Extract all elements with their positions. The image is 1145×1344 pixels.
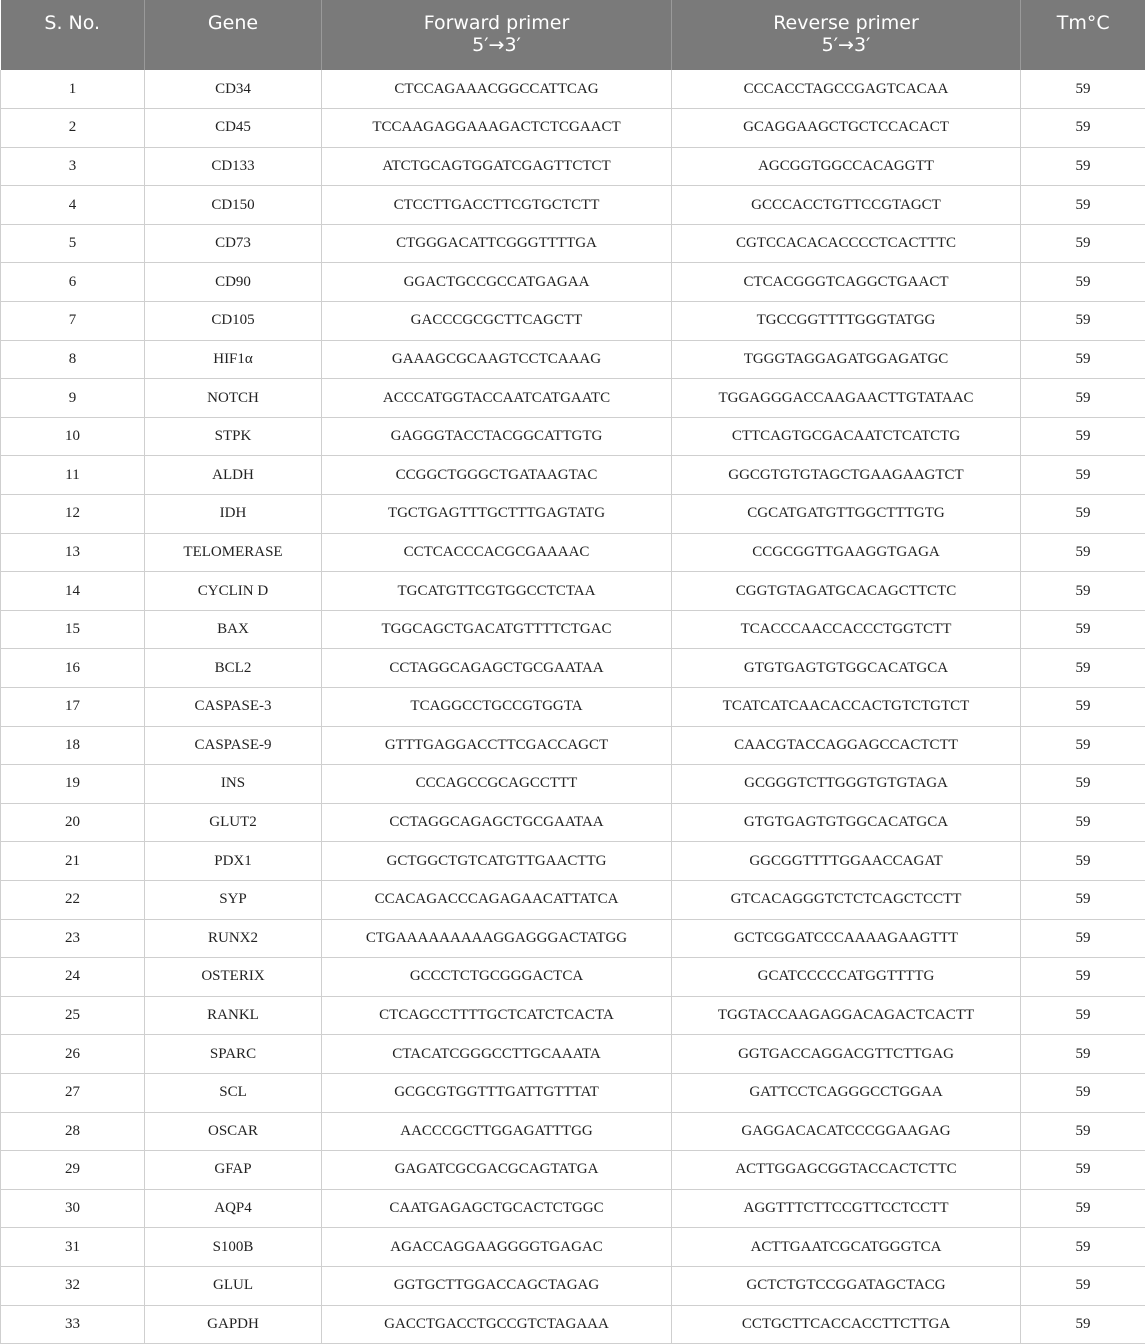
cell-tm: 59	[1021, 842, 1145, 881]
cell-reverse-primer: GCTCTGTCCGGATAGCTACG	[672, 1266, 1021, 1305]
cell-forward-primer: AACCCGCTTGGAGATTTGG	[322, 1112, 672, 1151]
cell-gene: RUNX2	[145, 919, 322, 958]
cell-forward-primer: CTGAAAAAAAAAGGAGGGACTATGG	[322, 919, 672, 958]
cell-reverse-primer: GCTCGGATCCCAAAAGAAGTTT	[672, 919, 1021, 958]
cell-tm: 59	[1021, 1151, 1145, 1190]
cell-gene: CD73	[145, 224, 322, 263]
table-row	[1, 186, 1145, 225]
table-row	[1, 726, 1145, 765]
cell-gene: BCL2	[145, 649, 322, 688]
cell-sno: 1	[1, 70, 145, 109]
cell-sno: 32	[1, 1266, 145, 1305]
cell-forward-primer: GCGCGTGGTTTGATTGTTTAT	[322, 1073, 672, 1112]
cell-gene: CYCLIN D	[145, 572, 322, 611]
table-row	[1, 610, 1145, 649]
cell-tm: 59	[1021, 417, 1145, 456]
col-header-reverse	[672, 0, 1021, 70]
cell-tm: 59	[1021, 456, 1145, 495]
cell-tm: 59	[1021, 1189, 1145, 1228]
cell-tm: 59	[1021, 1266, 1145, 1305]
cell-forward-primer: GCCCTCTGCGGGACTCA	[322, 958, 672, 997]
header-row	[1, 0, 1145, 70]
cell-reverse-primer: CCGCGGTTGAAGGTGAGA	[672, 533, 1021, 572]
cell-gene: S100B	[145, 1228, 322, 1267]
cell-gene: PDX1	[145, 842, 322, 881]
cell-tm: 59	[1021, 1228, 1145, 1267]
table-body	[1, 70, 1145, 1344]
cell-reverse-primer: GGCGTGTGTAGCTGAAGAAGTCT	[672, 456, 1021, 495]
cell-forward-primer: CTCCTTGACCTTCGTGCTCTT	[322, 186, 672, 225]
table-row	[1, 688, 1145, 727]
cell-gene: NOTCH	[145, 379, 322, 418]
cell-reverse-primer: TGGGTAGGAGATGGAGATGC	[672, 340, 1021, 379]
table-row	[1, 880, 1145, 919]
cell-tm: 59	[1021, 186, 1145, 225]
reverse-title: Reverse primer	[676, 12, 1016, 34]
table-row	[1, 533, 1145, 572]
cell-sno: 28	[1, 1112, 145, 1151]
cell-reverse-primer: GATTCCTCAGGGCCTGGAA	[672, 1073, 1021, 1112]
cell-sno: 15	[1, 610, 145, 649]
cell-forward-primer: GCTGGCTGTCATGTTGAACTTG	[322, 842, 672, 881]
cell-sno: 23	[1, 919, 145, 958]
cell-tm: 59	[1021, 224, 1145, 263]
cell-sno: 12	[1, 495, 145, 534]
cell-tm: 59	[1021, 379, 1145, 418]
cell-tm: 59	[1021, 109, 1145, 148]
cell-tm: 59	[1021, 919, 1145, 958]
cell-tm: 59	[1021, 1035, 1145, 1074]
cell-sno: 5	[1, 224, 145, 263]
col-header-tm: Tm°C	[1021, 0, 1145, 70]
cell-tm: 59	[1021, 1305, 1145, 1344]
table-row	[1, 1151, 1145, 1190]
cell-reverse-primer: CTTCAGTGCGACAATCTCATCTG	[672, 417, 1021, 456]
cell-gene: CD105	[145, 302, 322, 341]
cell-tm: 59	[1021, 996, 1145, 1035]
cell-gene: GLUT2	[145, 803, 322, 842]
table-row	[1, 109, 1145, 148]
table-row	[1, 1266, 1145, 1305]
cell-forward-primer: CCTAGGCAGAGCTGCGAATAA	[322, 649, 672, 688]
cell-sno: 17	[1, 688, 145, 727]
cell-forward-primer: CTCAGCCTTTTGCTCATCTCACTA	[322, 996, 672, 1035]
cell-reverse-primer: GTGTGAGTGTGGCACATGCA	[672, 803, 1021, 842]
table-row	[1, 379, 1145, 418]
cell-gene: OSCAR	[145, 1112, 322, 1151]
cell-forward-primer: CCCAGCCGCAGCCTTT	[322, 765, 672, 804]
cell-gene: ALDH	[145, 456, 322, 495]
table-row	[1, 147, 1145, 186]
cell-tm: 59	[1021, 1112, 1145, 1151]
cell-gene: HIF1α	[145, 340, 322, 379]
table-row	[1, 958, 1145, 997]
cell-reverse-primer: ACTTGAATCGCATGGGTCA	[672, 1228, 1021, 1267]
cell-gene: BAX	[145, 610, 322, 649]
cell-forward-primer: GGACTGCCGCCATGAGAA	[322, 263, 672, 302]
cell-gene: CD150	[145, 186, 322, 225]
table-row	[1, 224, 1145, 263]
cell-reverse-primer: GAGGACACATCCCGGAAGAG	[672, 1112, 1021, 1151]
cell-tm: 59	[1021, 880, 1145, 919]
cell-reverse-primer: CGCATGATGTTGGCTTTGTG	[672, 495, 1021, 534]
table-row	[1, 803, 1145, 842]
cell-sno: 22	[1, 880, 145, 919]
cell-gene: AQP4	[145, 1189, 322, 1228]
cell-reverse-primer: GGTGACCAGGACGTTCTTGAG	[672, 1035, 1021, 1074]
cell-reverse-primer: TCACCCAACCACCCTGGTCTT	[672, 610, 1021, 649]
table-row	[1, 765, 1145, 804]
cell-gene: CD133	[145, 147, 322, 186]
cell-tm: 59	[1021, 1073, 1145, 1112]
cell-reverse-primer: TGGTACCAAGAGGACAGACTCACTT	[672, 996, 1021, 1035]
cell-sno: 30	[1, 1189, 145, 1228]
cell-forward-primer: GACCTGACCTGCCGTCTAGAAA	[322, 1305, 672, 1344]
cell-tm: 59	[1021, 495, 1145, 534]
cell-tm: 59	[1021, 649, 1145, 688]
cell-tm: 59	[1021, 340, 1145, 379]
cell-forward-primer: ACCCATGGTACCAATCATGAATC	[322, 379, 672, 418]
table-row	[1, 1112, 1145, 1151]
cell-forward-primer: GAGATCGCGACGCAGTATGA	[322, 1151, 672, 1190]
table-row	[1, 996, 1145, 1035]
cell-gene: CD34	[145, 70, 322, 109]
cell-gene: RANKL	[145, 996, 322, 1035]
cell-forward-primer: TGCTGAGTTTGCTTTGAGTATG	[322, 495, 672, 534]
cell-sno: 3	[1, 147, 145, 186]
cell-forward-primer: CCACAGACCCAGAGAACATTATCA	[322, 880, 672, 919]
cell-forward-primer: GGTGCTTGGACCAGCTAGAG	[322, 1266, 672, 1305]
cell-reverse-primer: CTCACGGGTCAGGCTGAACT	[672, 263, 1021, 302]
cell-sno: 20	[1, 803, 145, 842]
cell-reverse-primer: CCCACCTAGCCGAGTCACAA	[672, 70, 1021, 109]
cell-tm: 59	[1021, 572, 1145, 611]
cell-sno: 6	[1, 263, 145, 302]
cell-sno: 7	[1, 302, 145, 341]
cell-forward-primer: GAAAGCGCAAGTCCTCAAAG	[322, 340, 672, 379]
cell-tm: 59	[1021, 765, 1145, 804]
cell-reverse-primer: AGGTTTCTTCCGTTCCTCCTT	[672, 1189, 1021, 1228]
cell-forward-primer: CCGGCTGGGCTGATAAGTAC	[322, 456, 672, 495]
cell-sno: 24	[1, 958, 145, 997]
cell-tm: 59	[1021, 958, 1145, 997]
cell-reverse-primer: GCAGGAAGCTGCTCCACACT	[672, 109, 1021, 148]
table-row	[1, 572, 1145, 611]
table-row	[1, 842, 1145, 881]
cell-reverse-primer: GCCCACCTGTTCCGTAGCT	[672, 186, 1021, 225]
cell-gene: GAPDH	[145, 1305, 322, 1344]
cell-gene: SCL	[145, 1073, 322, 1112]
cell-tm: 59	[1021, 688, 1145, 727]
table-row	[1, 649, 1145, 688]
cell-gene: GFAP	[145, 1151, 322, 1190]
cell-sno: 31	[1, 1228, 145, 1267]
cell-reverse-primer: CGTCCACACACCCCTCACTTTC	[672, 224, 1021, 263]
cell-sno: 29	[1, 1151, 145, 1190]
cell-forward-primer: TGGCAGCTGACATGTTTTCTGAC	[322, 610, 672, 649]
cell-forward-primer: ATCTGCAGTGGATCGAGTTCTCT	[322, 147, 672, 186]
cell-reverse-primer: GTGTGAGTGTGGCACATGCA	[672, 649, 1021, 688]
cell-reverse-primer: GTCACAGGGTCTCTCAGCTCCTT	[672, 880, 1021, 919]
col-header-sno: S. No.	[1, 0, 145, 70]
cell-reverse-primer: ACTTGGAGCGGTACCACTCTTC	[672, 1151, 1021, 1190]
cell-sno: 27	[1, 1073, 145, 1112]
cell-sno: 14	[1, 572, 145, 611]
cell-tm: 59	[1021, 726, 1145, 765]
cell-tm: 59	[1021, 263, 1145, 302]
table-row	[1, 1073, 1145, 1112]
cell-gene: OSTERIX	[145, 958, 322, 997]
cell-gene: SPARC	[145, 1035, 322, 1074]
cell-gene: GLUL	[145, 1266, 322, 1305]
cell-gene: INS	[145, 765, 322, 804]
cell-sno: 8	[1, 340, 145, 379]
cell-sno: 19	[1, 765, 145, 804]
cell-reverse-primer: TGCCGGTTTTGGGTATGG	[672, 302, 1021, 341]
cell-tm: 59	[1021, 803, 1145, 842]
cell-sno: 11	[1, 456, 145, 495]
cell-forward-primer: GTTTGAGGACCTTCGACCAGCT	[322, 726, 672, 765]
cell-reverse-primer: CCTGCTTCACCACCTTCTTGA	[672, 1305, 1021, 1344]
cell-sno: 25	[1, 996, 145, 1035]
cell-sno: 26	[1, 1035, 145, 1074]
cell-forward-primer: CTCCAGAAACGGCCATTCAG	[322, 70, 672, 109]
table-row	[1, 70, 1145, 109]
cell-sno: 9	[1, 379, 145, 418]
cell-forward-primer: GAGGGTACCTACGGCATTGTG	[322, 417, 672, 456]
cell-reverse-primer: AGCGGTGGCCACAGGTT	[672, 147, 1021, 186]
table-row	[1, 919, 1145, 958]
cell-forward-primer: CTACATCGGGCCTTGCAAATA	[322, 1035, 672, 1074]
cell-gene: SYP	[145, 880, 322, 919]
table-row	[1, 456, 1145, 495]
table-row	[1, 1228, 1145, 1267]
cell-tm: 59	[1021, 70, 1145, 109]
cell-reverse-primer: GCATCCCCCATGGTTTTG	[672, 958, 1021, 997]
cell-gene: TELOMERASE	[145, 533, 322, 572]
cell-forward-primer: CAATGAGAGCTGCACTCTGGC	[322, 1189, 672, 1228]
col-header-gene: Gene	[145, 0, 322, 70]
table-row	[1, 263, 1145, 302]
table-row	[1, 340, 1145, 379]
cell-tm: 59	[1021, 302, 1145, 341]
cell-tm: 59	[1021, 147, 1145, 186]
cell-gene: IDH	[145, 495, 322, 534]
cell-forward-primer: GACCCGCGCTTCAGCTT	[322, 302, 672, 341]
cell-reverse-primer: GCGGGTCTTGGGTGTGTAGA	[672, 765, 1021, 804]
cell-sno: 18	[1, 726, 145, 765]
table-header	[1, 0, 1145, 70]
cell-sno: 4	[1, 186, 145, 225]
cell-reverse-primer: TCATCATCAACACCACTGTCTGTCT	[672, 688, 1021, 727]
table-row	[1, 1189, 1145, 1228]
cell-tm: 59	[1021, 533, 1145, 572]
cell-sno: 10	[1, 417, 145, 456]
cell-forward-primer: CCTCACCCACGCGAAAAC	[322, 533, 672, 572]
table-row	[1, 1305, 1145, 1344]
table-row	[1, 417, 1145, 456]
cell-sno: 13	[1, 533, 145, 572]
forward-direction: 5′→3′	[326, 34, 667, 56]
cell-sno: 33	[1, 1305, 145, 1344]
cell-reverse-primer: GGCGGTTTTGGAACCAGAT	[672, 842, 1021, 881]
cell-sno: 2	[1, 109, 145, 148]
reverse-direction: 5′→3′	[676, 34, 1016, 56]
cell-reverse-primer: TGGAGGGACCAAGAACTTGTATAAC	[672, 379, 1021, 418]
cell-gene: CASPASE-9	[145, 726, 322, 765]
table-row	[1, 495, 1145, 534]
cell-gene: STPK	[145, 417, 322, 456]
cell-forward-primer: TCAGGCCTGCCGTGGTA	[322, 688, 672, 727]
cell-reverse-primer: CGGTGTAGATGCACAGCTTCTC	[672, 572, 1021, 611]
cell-tm: 59	[1021, 610, 1145, 649]
cell-reverse-primer: CAACGTACCAGGAGCCACTCTT	[672, 726, 1021, 765]
cell-sno: 21	[1, 842, 145, 881]
table-row	[1, 1035, 1145, 1074]
table-row	[1, 302, 1145, 341]
cell-forward-primer: AGACCAGGAAGGGGTGAGAC	[322, 1228, 672, 1267]
cell-forward-primer: TCCAAGAGGAAAGACTCTCGAACT	[322, 109, 672, 148]
col-header-forward	[322, 0, 672, 70]
cell-forward-primer: CCTAGGCAGAGCTGCGAATAA	[322, 803, 672, 842]
cell-gene: CD90	[145, 263, 322, 302]
cell-gene: CD45	[145, 109, 322, 148]
forward-title: Forward primer	[326, 12, 667, 34]
cell-sno: 16	[1, 649, 145, 688]
cell-gene: CASPASE-3	[145, 688, 322, 727]
cell-forward-primer: TGCATGTTCGTGGCCTCTAA	[322, 572, 672, 611]
cell-forward-primer: CTGGGACATTCGGGTTTTGA	[322, 224, 672, 263]
